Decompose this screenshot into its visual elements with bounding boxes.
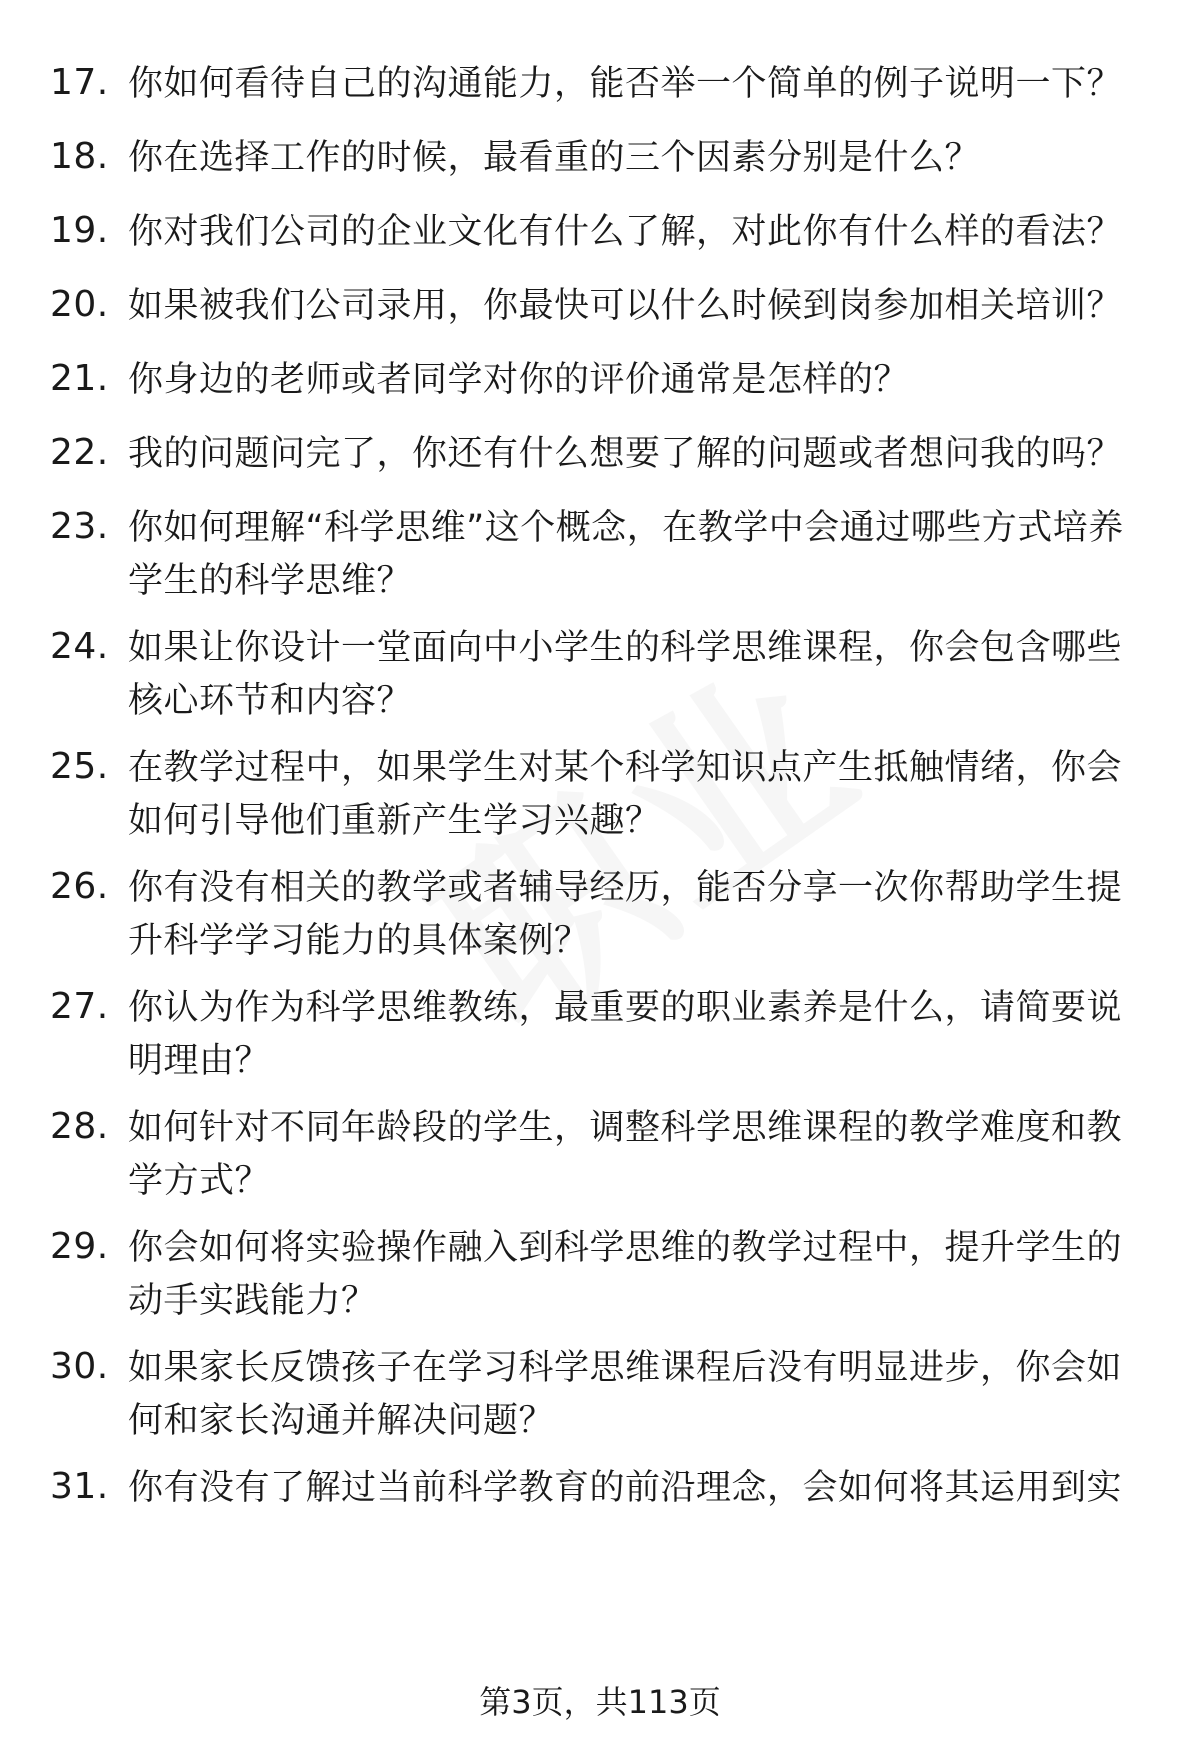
question-number: 29. xyxy=(50,1226,109,1267)
question-number: 25. xyxy=(50,746,109,787)
question-number: 27. xyxy=(50,986,109,1027)
question-number: 20. xyxy=(50,284,109,325)
question-number: 21. xyxy=(50,358,109,399)
question-text: 你身边的老师或者同学对你的评价通常是怎样的？ xyxy=(128,360,910,400)
question-text: 在教学过程中，如果学生对某个科学知识点产生抵触情绪，你会如何引导他们重新产生学习兴趣？ xyxy=(128,748,1123,841)
question-number: 30. xyxy=(50,1346,109,1387)
question-text: 你如何看待自己的沟通能力，能否举一个简单的例子说明一下？ xyxy=(128,64,1123,104)
question-number: 28. xyxy=(50,1106,109,1147)
page-footer: 第3页，共113页 xyxy=(479,1683,721,1721)
question-text: 如果家长反馈孩子在学习科学思维课程后没有明显进步，你会如何和家长沟通并解决问题？ xyxy=(128,1348,1123,1441)
question-number: 18. xyxy=(50,136,109,177)
question-number: 31. xyxy=(50,1466,109,1507)
question-text: 你在选择工作的时候，最看重的三个因素分别是什么？ xyxy=(128,138,981,178)
question-text: 你认为作为科学思维教练，最重要的职业素养是什么，请简要说明理由？ xyxy=(128,988,1123,1081)
question-text: 如何针对不同年龄段的学生，调整科学思维课程的教学难度和教学方式？ xyxy=(128,1108,1123,1201)
question-number: 17. xyxy=(50,62,109,103)
question-number: 22. xyxy=(50,432,109,473)
question-text: 如果被我们公司录用，你最快可以什么时候到岗参加相关培训？ xyxy=(128,286,1123,326)
question-number: 26. xyxy=(50,866,109,907)
question-text: 你会如何将实验操作融入到科学思维的教学过程中，提升学生的动手实践能力？ xyxy=(128,1228,1123,1321)
question-text: 如果让你设计一堂面向中小学生的科学思维课程，你会包含哪些核心环节和内容？ xyxy=(128,628,1123,721)
question-text: 你对我们公司的企业文化有什么了解，对此你有什么样的看法？ xyxy=(128,212,1123,252)
question-number: 23. xyxy=(50,506,109,547)
question-number: 19. xyxy=(50,210,109,251)
question-text: 你有没有了解过当前科学教育的前沿理念，会如何将其运用到实 xyxy=(128,1468,1123,1508)
question-text: 我的问题问完了，你还有什么想要了解的问题或者想问我的吗？ xyxy=(128,434,1123,474)
question-number: 24. xyxy=(50,626,109,667)
question-text: 你有没有相关的教学或者辅导经历，能否分享一次你帮助学生提升科学学习能力的具体案例？ xyxy=(128,868,1123,961)
question-text: 你如何理解“科学思维”这个概念，在教学中会通过哪些方式培养学生的科学思维？ xyxy=(128,508,1124,601)
